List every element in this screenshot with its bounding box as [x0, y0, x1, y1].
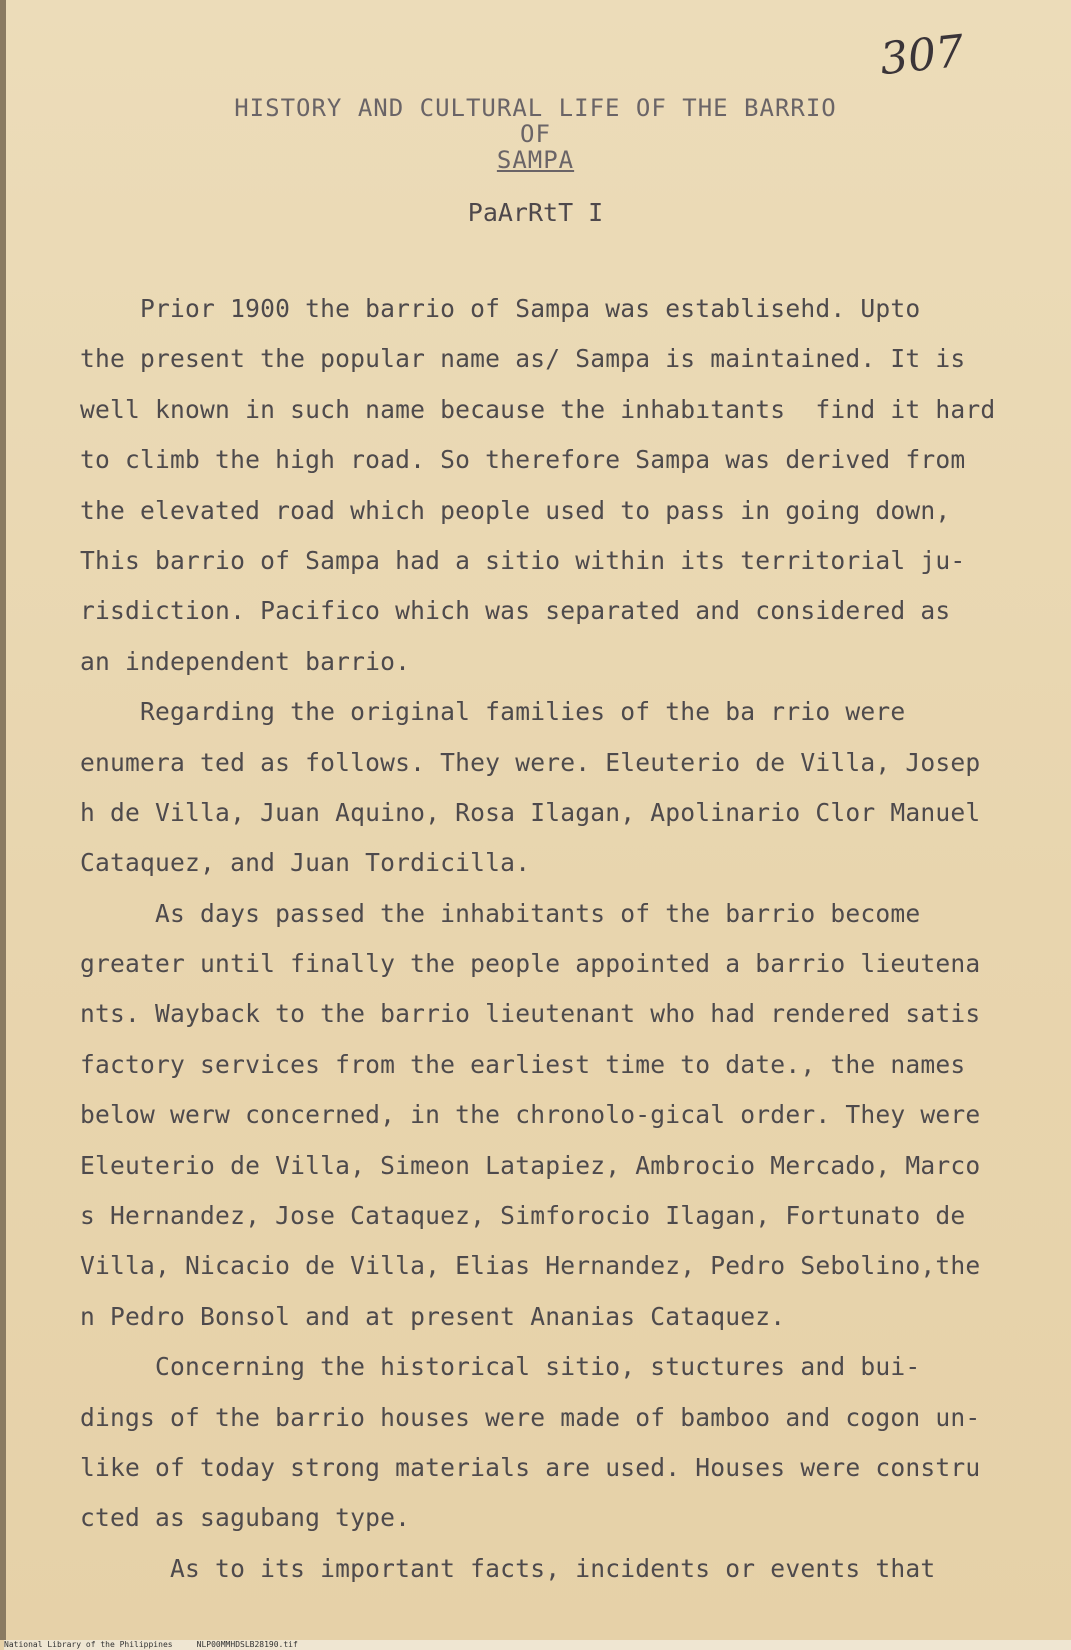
- text-line: the present the popular name as/ Sampa is maintained. It is: [80, 344, 966, 374]
- text-line: like of today strong materials are used. Houses were constru: [80, 1452, 981, 1482]
- text-line: Regarding the original families of the ba rrio were: [80, 697, 906, 727]
- part-heading: PaArRtT I: [467, 198, 604, 227]
- text-line: Cataquez, and Juan Tordicilla.: [80, 848, 531, 878]
- text-line: nts. Wayback to the barrio lieutenant who had rendered satis: [80, 999, 981, 1029]
- text-line: the elevated road which people used to pass in going down,: [80, 495, 951, 525]
- text-line: As to its important facts, incidents or events that: [80, 1553, 936, 1583]
- title-line-1: HISTORY AND CULTURAL LIFE OF THE BARRIO: [234, 94, 837, 122]
- title-line-2: OF: [520, 120, 551, 148]
- text-line: factory services from the earliest time to date., the names: [80, 1049, 966, 1079]
- text-line: below werw concerned, in the chronolo-gical order. They were: [80, 1100, 981, 1130]
- text-line: enumera ted as follows. They were. Eleuterio de Villa, Josep: [80, 747, 981, 777]
- text-line: to climb the high road. So therefore Sampa was derived from: [80, 445, 966, 475]
- text-line: risdiction. Pacifico which was separated and considered as: [80, 596, 951, 626]
- text-line: s Hernandez, Jose Cataquez, Simforocio Ilagan, Fortunato de: [80, 1201, 966, 1231]
- text-line: greater until finally the people appointed a barrio lieutena: [80, 949, 981, 979]
- page-edge: [0, 0, 6, 1640]
- text-line: Eleuterio de Villa, Simeon Latapiez, Ambrocio Mercado, Marco: [80, 1150, 981, 1180]
- text-line: n Pedro Bonsol and at present Ananias Cataquez.: [80, 1301, 786, 1331]
- text-line: dings of the barrio houses were made of bamboo and cogon un-: [80, 1402, 981, 1432]
- text-line: Prior 1900 the barrio of Sampa was establisehd. Upto: [80, 294, 921, 323]
- document-title: [0, 95, 1071, 173]
- text-line: Villa, Nicacio de Villa, Elias Hernandez, Pedro Sebolino,the: [80, 1251, 981, 1281]
- text-line: well known in such name because the inhabıtants find it hard: [80, 394, 996, 424]
- text-line: cted as sagubang type.: [80, 1503, 411, 1533]
- text-line: As days passed the inhabitants of the barrio become: [80, 898, 921, 928]
- body-text: [80, 296, 1010, 1606]
- text-line: This barrio of Sampa had a sitio within its territorial ju-: [80, 545, 966, 575]
- archive-footer: National Library of the Philippines NLP00MMHDSLB28190.tif: [4, 1640, 1071, 1650]
- text-line: an independent barrio.: [80, 646, 411, 676]
- text-line: h de Villa, Juan Aquino, Rosa Ilagan, Apolinario Clor Manuel: [80, 797, 981, 827]
- page-number: 307: [877, 25, 967, 86]
- text-line: Concerning the historical sitio, stuctures and bui-: [80, 1352, 921, 1382]
- title-line-3: SAMPA: [496, 146, 575, 174]
